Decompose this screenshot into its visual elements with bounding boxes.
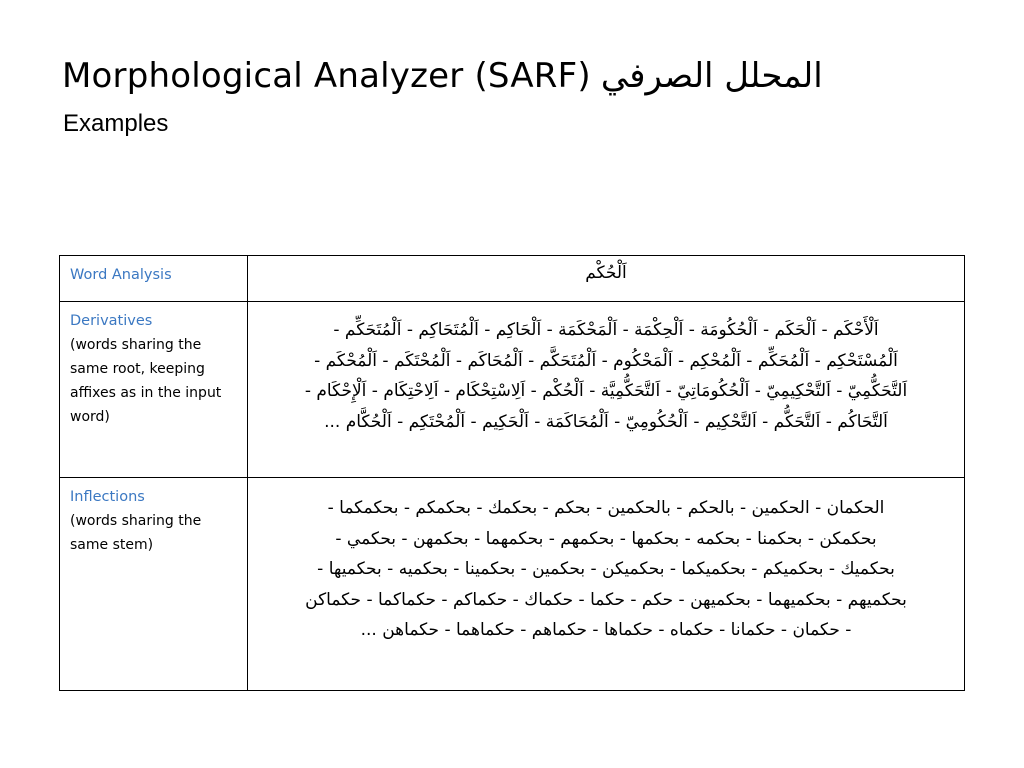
inflections-line: بحكميك - بحكميكم - بحكميكما - بحكميكن - بحكمين - بحكمينا - بحكميه - بحكميها -: [317, 559, 895, 579]
inflections-line: بحكمكن - بحكمنا - بحكمه - بحكمها - بحكمهم - بحكمهما - بحكمهن - بحكمي -: [335, 528, 877, 549]
analysis-table: [59, 255, 965, 691]
derivatives-line: اَلتَّحَاكُم - اَلتَّحَكُّم - اَلتَّحْكِيم - اَلْحُكُومِيّ - اَلْمُحَاكَمَة - اَلْحَكِيم - اَلْمُحْتَكِم - اَلْحُكَّام ...: [324, 411, 888, 432]
slide-title: [62, 56, 823, 96]
inflections-note: (words sharing the same stem): [70, 513, 202, 553]
slide-title-latin: Morphological Analyzer (SARF): [62, 56, 591, 96]
derivatives-value-cell: [248, 302, 965, 478]
inflections-value-cell: [248, 478, 965, 691]
table-row-word-analysis: [60, 256, 965, 302]
word-analysis-value: اَلْحُكْم: [585, 263, 627, 283]
derivatives-note: (words sharing the same root, keeping affixes as in the input word): [70, 337, 222, 425]
slide-subtitle: Examples: [63, 110, 169, 137]
derivatives-line: اَلْأَحْكَم - اَلْحَكَم - اَلْحُكُومَة - اَلْحِكْمَة - اَلْمَحْكَمَة - اَلْحَاكِم - اَلْمُتَحَاكِم - اَلْمُتَحَكِّم -: [333, 320, 879, 340]
derivatives-label: Derivatives: [70, 313, 153, 329]
derivatives-line: اَلْمُسْتَحْكِم - اَلْمُحَكِّم - اَلْمُحْكِم - اَلْمَحْكُوم - اَلْمُتَحَكَّم - اَلْمُحَاكَم - اَلْمُحْتَكَم - اَلْمُحْكَم -: [314, 350, 898, 371]
derivatives-label-cell: [60, 302, 248, 478]
inflections-label-cell: [60, 478, 248, 691]
inflections-label: Inflections: [70, 489, 145, 505]
inflections-line: - حكمان - حكمانا - حكماه - حكماها - حكماهم - حكماهما - حكماهن ...: [360, 620, 852, 640]
inflections-line: بحكميهم - بحكميهما - بحكميهن - حكم - حكما - حكماك - حكماكم - حكماكما - حكماكن: [305, 589, 907, 610]
table-row-derivatives: [60, 302, 965, 478]
derivatives-line: اَلتَّحَكُّمِيّ - اَلتَّحْكِيمِيّ - اَلْحُكُومَاتِيّ - اَلتَّحَكُّمِيَّة - اَلْحُكْم - اَلِاسْتِحْكَام - اَلِاحْتِكَام - اَلْإِحْكَام -: [304, 381, 908, 401]
inflections-line: الحكمان - الحكمين - بالحكم - بالحكمين - بحكم - بحكمك - بحكمكم - بحكمكما -: [327, 498, 885, 518]
word-analysis-label: Word Analysis: [70, 267, 172, 283]
slide-title-arabic: المحلل الصرفي: [600, 56, 823, 96]
word-analysis-value-cell: [248, 256, 965, 302]
word-analysis-label-cell: [60, 256, 248, 302]
table-row-inflections: [60, 478, 965, 691]
